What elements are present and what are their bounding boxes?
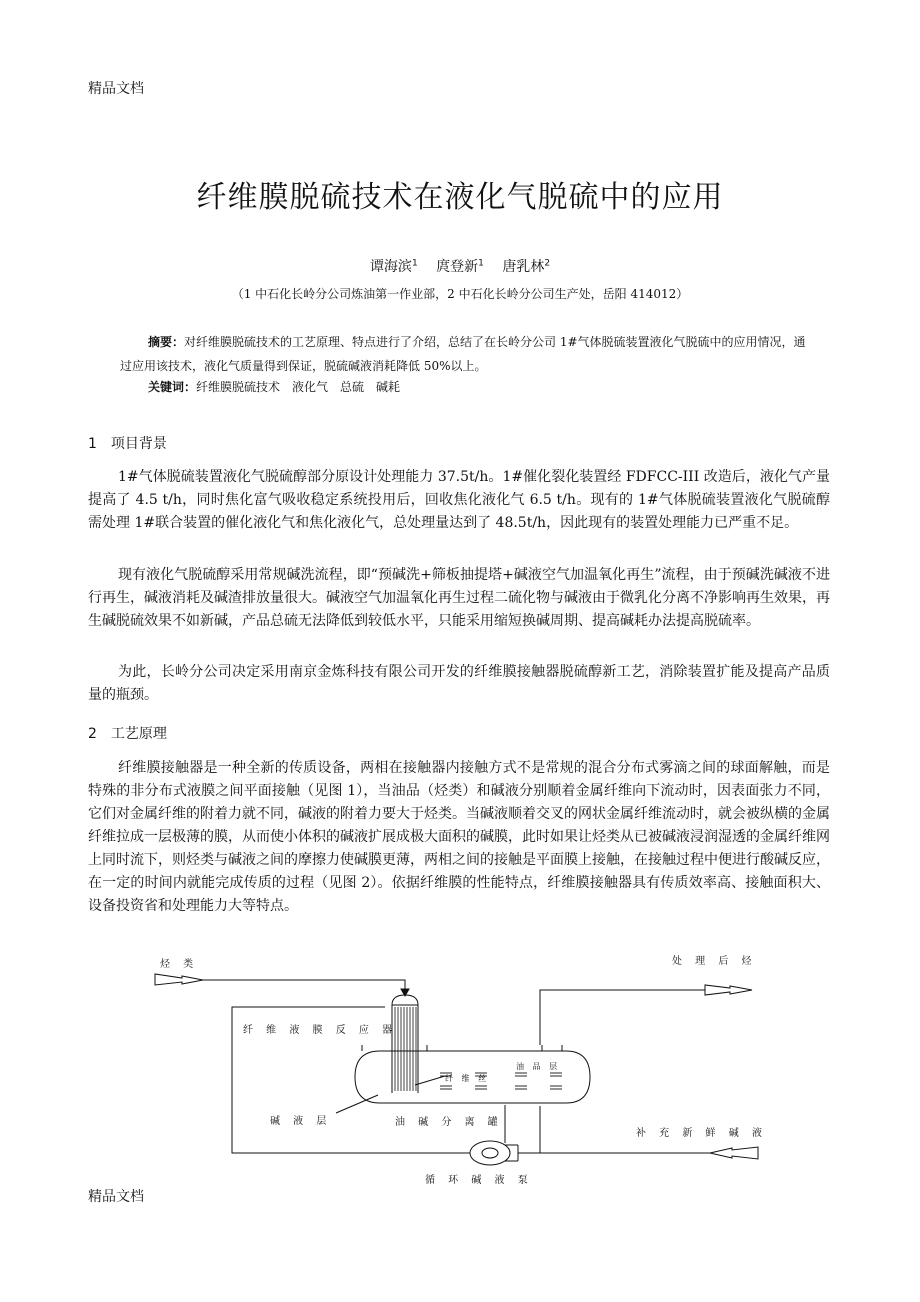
label-hydrocarbon-in: 烃 类 [160, 959, 199, 970]
process-flow-diagram [0, 945, 920, 1190]
label-treated-hydrocarbon: 处 理 后 烃 [672, 956, 757, 967]
author-name: 唐乳林 [502, 259, 545, 275]
label-caustic-layer: 碱 液 层 [270, 1116, 332, 1127]
author-affiliation-mark: 1 [411, 258, 418, 269]
footer-watermark: 精品文档 [88, 1189, 144, 1205]
body-paragraph: 纤维膜接触器是一种全新的传质设备，两相在接触器内接触方式不是常规的混合分布式雾滴之间的球面解触，而是特殊的非分布式液膜之间平面接触（见图 1），当油品（烃类）和碱液分别顺着金属纤维向下流动时，因表面张力不同，它们对金属纤维的附着力就不同，碱液的附着力要大于烃类。当碱液顺着交叉的网状金属纤维流动时，就会被纵横的金属纤维拉成一层极薄的膜，从而使小体积的碱液扩展成极大面积的碱膜，此时如果让烃类从已被碱液浸润湿透的金属纤维网上同时流下，则烃类与碱液之间的摩擦力使碱膜更薄，两相之间的接触是平面膜上接触，在接触过程中便进行酸碱反应，在一定的时间内就能完成传质的过程（见图 2）。依据纤维膜的性能特点，纤维膜接触器具有传质效率高、接触面积大、设备投资省和处理能力大等特点。 [88, 760, 830, 914]
label-fiber: 纤 维 丝 [445, 1074, 490, 1083]
outlet-arrow-icon [705, 985, 752, 995]
author-name: 庹登新 [436, 259, 479, 275]
body-paragraph: 1#气体脱硫装置液化气脱硫醇部分原设计处理能力 37.5t/h。1#催化裂化装置经 FDFCC-III 改造后，液化气产量提高了 4.5 t/h，同时焦化富气吸收稳定系统投用后，回收焦化液化气 6.5 t/h。现有的 1#气体脱硫装置液化气脱硫醇需处理 1#联合装置的催化液化气和焦化液化气，总处理量达到了 48.5t/h，因此现有的装置处理能力已严重不足。 [88, 469, 830, 531]
author-list [0, 256, 920, 276]
label-separator: 油 碱 分 离 罐 [395, 1117, 503, 1128]
circulation-pump-icon [470, 1141, 518, 1165]
author-name: 谭海滨 [369, 259, 412, 275]
fresh-caustic-arrow-icon [710, 1147, 758, 1159]
abstract-label: 摘要： [148, 335, 185, 349]
keywords-text: 纤维膜脱硫技术 液化气 总硫 碱耗 [196, 380, 401, 394]
affiliation: （1 中石化长岭分公司炼油第一作业部，2 中石化长岭分公司生产处，岳阳 414012） [231, 287, 689, 301]
author-affiliation-mark: 1 [478, 258, 484, 269]
abstract [120, 330, 810, 378]
fiber-film-reactor [392, 995, 418, 1093]
keywords [148, 378, 400, 395]
label-oil-layer: 油 品 层 [516, 1062, 561, 1071]
inlet-arrow-icon [155, 974, 203, 985]
author-affiliation-mark: 2 [544, 258, 551, 269]
fiber-bundle [395, 1007, 416, 1091]
body-paragraph: 为此，长岭分公司决定采用南京金炼科技有限公司开发的纤维膜接触器脱硫醇新工艺，消除装置扩能及提高产品质量的瓶颈。 [88, 664, 830, 703]
section-heading: 2 工艺原理 [88, 726, 167, 742]
label-fresh-caustic: 补 充 新 鲜 碱 液 [636, 1128, 767, 1139]
section-heading: 1 项目背景 [88, 436, 167, 452]
label-pump: 循 环 碱 液 泵 [425, 1175, 533, 1186]
keywords-label: 关键词： [148, 380, 197, 394]
label-reactor: 纤 维 液 膜 反 应 器 [243, 1025, 398, 1036]
header-watermark: 精品文档 [88, 81, 144, 97]
paper-title: 纤维膜脱硫技术在液化气脱硫中的应用 [196, 180, 724, 215]
body-paragraph: 现有液化气脱硫醇采用常规碱洗流程，即“预碱洗+筛板抽提塔+碱液空气加温氧化再生”流程，由于预碱洗碱液不进行再生，碱液消耗及碱渣排放量很大。碱液空气加温氧化再生过程二硫化物与碱液由于微乳化分离不净影响再生效果，再生碱脱硫效果不如新碱，产品总硫无法降低到较低水平，只能采用缩短换碱周期、提高碱耗办法提高脱硫率。 [88, 567, 830, 629]
abstract-text: 对纤维膜脱硫技术的工艺原理、特点进行了介绍，总结了在长岭分公司 1#气体脱硫装置液化气脱硫中的应用情况，通过应用该技术，液化气质量得到保证，脱硫碱液消耗降低 50%以上。 [120, 335, 806, 373]
